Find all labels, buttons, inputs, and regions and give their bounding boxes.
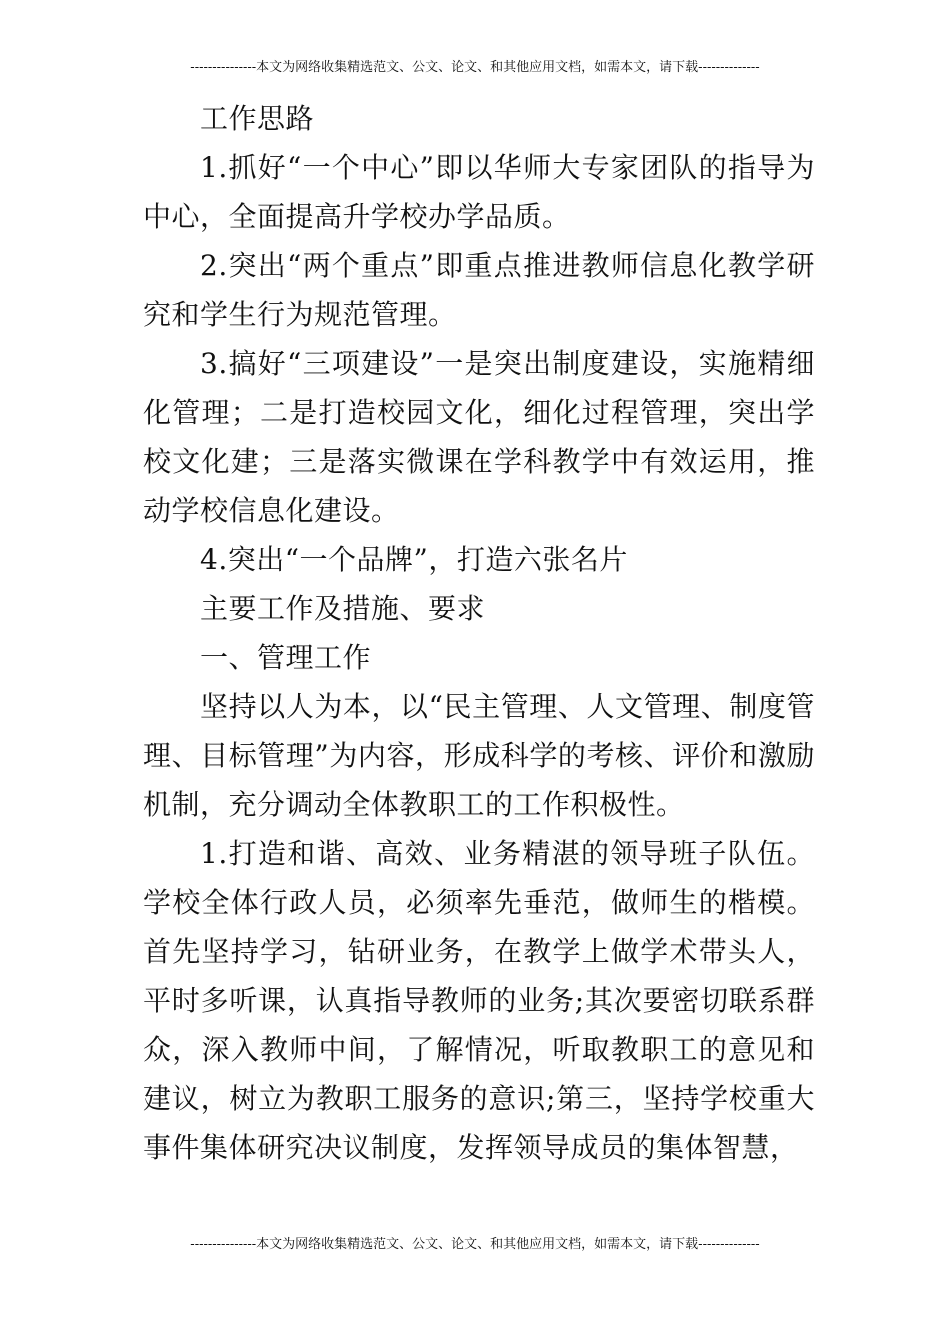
paragraph-item-3: 3.搞好“三项建设”一是突出制度建设，实施精细化管理；二是打造校园文化，细化过程管理，突出学校文化建；三是落实微课在学科教学中有效运用，推动学校信息化建设。 bbox=[143, 347, 815, 527]
section-heading-work-ideas: 工作思路 bbox=[200, 102, 315, 135]
document-body bbox=[143, 94, 815, 1172]
section-heading-management: 一、管理工作 bbox=[200, 641, 372, 674]
paragraph-item-4: 4.突出“一个品牌”，打造六张名片 bbox=[200, 543, 628, 576]
section-heading-main-work: 主要工作及措施、要求 bbox=[200, 592, 486, 625]
paragraph-management-intro: 坚持以人为本，以“民主管理、人文管理、制度管理、目标管理”为内容，形成科学的考核、评价和激励机制，充分调动全体教职工的工作积极性。 bbox=[143, 690, 815, 821]
footer-banner: ---------------本文为网络收集精选范文、公文、论文、和其他应用文档，如需本文，请下载-------------- bbox=[190, 1237, 760, 1252]
paragraph-item-2: 2.突出“两个重点”即重点推进教师信息化教学研究和学生行为规范管理。 bbox=[143, 249, 815, 331]
paragraph-leadership-team: 1.打造和谐、高效、业务精湛的领导班子队伍。学校全体行政人员，必须率先垂范，做师生的楷模。首先坚持学习，钻研业务，在教学上做学术带头人，平时多听课，认真指导教师的业务;其次要密切联系群众，深入教师中间，了解情况，听取教职工的意见和建议，树立为教职工服务的意识;第三，坚持学校重大事件集体研究决议制度，发挥领导成员的集体智慧， bbox=[143, 837, 815, 1164]
paragraph-item-1: 1.抓好“一个中心”即以华师大专家团队的指导为中心，全面提高升学校办学品质。 bbox=[143, 151, 815, 233]
header-banner: ---------------本文为网络收集精选范文、公文、论文、和其他应用文档，如需本文，请下载-------------- bbox=[190, 60, 760, 75]
